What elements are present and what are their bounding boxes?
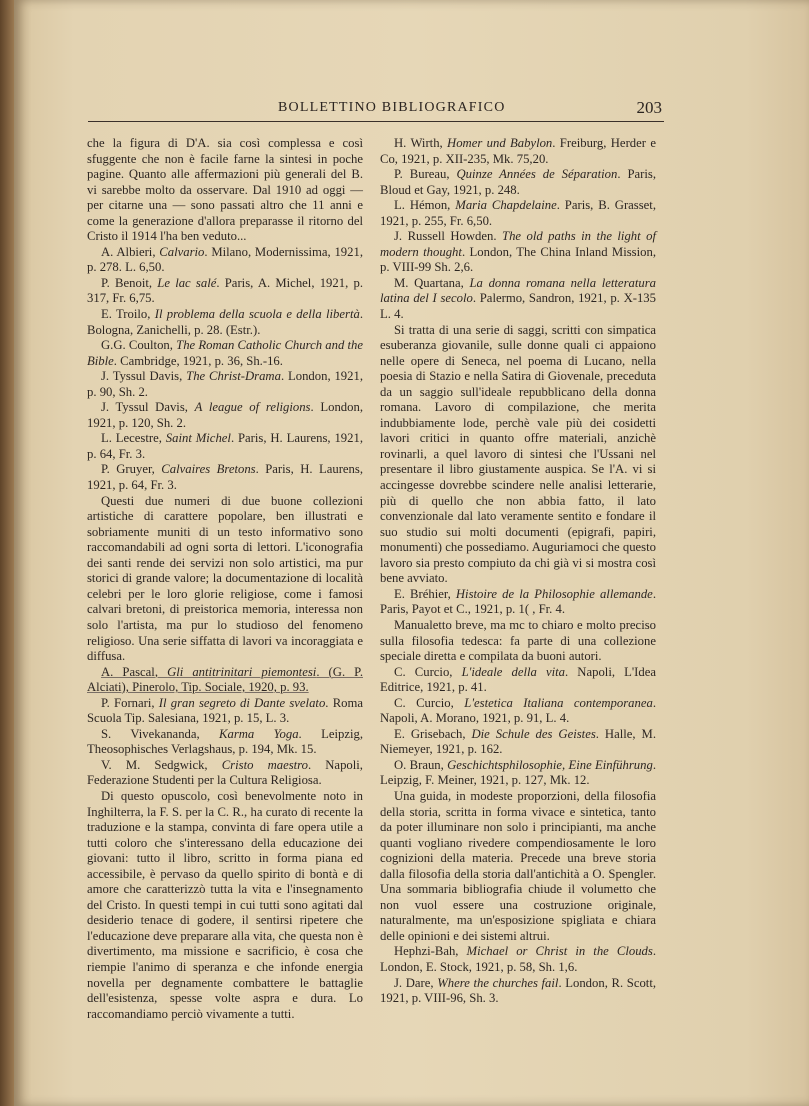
text-run: . Paris, Bloud et Gay, 1921, p. 248. xyxy=(380,167,656,197)
bibliographic-entry xyxy=(87,276,363,307)
text-run: C. Curcio, xyxy=(394,695,465,710)
work-title: L'estetica Italiana contemporanea xyxy=(464,695,653,710)
bibliographic-entry xyxy=(87,462,363,493)
bibliographic-entry xyxy=(87,338,363,369)
text-run: C. Curcio, xyxy=(394,664,462,679)
review-paragraph xyxy=(87,789,363,1022)
text-run: L. Lecestre, xyxy=(101,431,166,446)
bibliographic-entry xyxy=(380,727,656,758)
text-run: . Paris, B. Grasset, 1921, p. 255, Fr. 6,50. xyxy=(380,198,656,228)
text-run: H. Wirth, xyxy=(394,136,448,150)
text-run: . Paris, A. Michel, 1921, p. 317, Fr. 6,75. xyxy=(87,275,363,306)
bibliographic-entry xyxy=(380,665,656,696)
text-run: E. Bréhier, xyxy=(394,586,456,601)
bibliographic-entry xyxy=(87,758,363,789)
work-title: Cristo maestro xyxy=(221,757,308,772)
text-run: . Roma Scuola Tip. Salesiana, 1921, p. 15, L. 3. xyxy=(87,695,363,726)
text-run: . London, R. Scott, 1921, p. VIII-96, Sh. 3. xyxy=(380,975,657,1006)
text-run: . Leipzig, F. Meiner, 1921, p. 127, Mk. 12. xyxy=(380,757,656,788)
work-title: Calvario xyxy=(159,244,205,259)
work-title: Calvaires Bretons xyxy=(161,462,256,477)
text-run: P. Bureau, xyxy=(394,167,457,182)
work-title: The Roman Catholic Church and the Bible xyxy=(87,338,363,368)
work-title: Quinze Années de Séparation xyxy=(456,167,618,182)
text-run: P. Gruyer, xyxy=(101,462,162,477)
work-title: The Christ-Drama xyxy=(186,369,281,384)
page-header xyxy=(88,100,662,122)
bibliographic-entry xyxy=(380,136,656,167)
left-column xyxy=(87,136,363,1022)
text-run: Una guida, in modeste proporzioni, della filosofia della storia, scritta in forma vivace e sintetica, tanto da poter illuminare non solo i principianti, ma anche quanti vogliano rivedere compendiosamente le loro cognizioni della materia. Precede una breve storia dalla filosofia della storia dall'antichità a O. Spengler. Una sommaria bibliografia chiude il volumetto che non vuol essere una costruzione originale, naturalmente, ma un'esposizione spigliata e chiara delle opinioni e dei sistemi altrui. xyxy=(380,788,656,943)
bibliographic-entry xyxy=(380,198,656,229)
bibliographic-entry xyxy=(87,369,363,400)
text-run: S. Vivekananda, xyxy=(101,726,220,741)
text-run: P. Benoit, xyxy=(101,275,158,290)
bibliographic-entry xyxy=(87,245,363,276)
page-number: 203 xyxy=(636,98,662,117)
text-run: . Freiburg, Herder e Co, 1921, p. XII-235, Mk. 75,20. xyxy=(380,136,656,166)
text-run: J. Tyssul Davis, xyxy=(101,369,187,384)
work-title: Il problema della scuola e della libertà xyxy=(154,307,360,322)
text-run: . Paris, Payot et C., 1921, p. 1( , Fr. 4. xyxy=(380,586,656,617)
work-title: A league of religions xyxy=(194,400,311,415)
work-title: Saint Michel xyxy=(165,431,231,446)
text-run: O. Braun, xyxy=(394,757,448,772)
work-title: Geschichtsphilosophie, Eine Einführung xyxy=(447,757,653,772)
bibliographic-entry xyxy=(380,696,656,727)
text-run: . Napoli, A. Morano, 1921, p. 91, L. 4. xyxy=(380,695,657,726)
running-title: BOLLETTINO BIBLIOGRAFICO xyxy=(278,100,506,115)
text-run: . Bologna, Zanichelli, p. 28. (Estr.). xyxy=(87,307,363,337)
review-paragraph xyxy=(380,618,656,665)
bibliographic-entry xyxy=(87,431,363,462)
text-run: V. M. Sedgwick, xyxy=(101,757,222,772)
bibliographic-entry xyxy=(87,665,363,696)
work-title: Michael or Christ in the Clouds xyxy=(466,944,653,959)
right-column xyxy=(380,136,656,1007)
text-run: M. Quartana, xyxy=(394,275,470,290)
bibliographic-entry xyxy=(380,167,656,198)
bibliographic-entry xyxy=(380,976,656,1007)
bibliographic-entry xyxy=(380,276,656,323)
text-run: . Napoli, L'Idea Editrice, 1921, p. 41. xyxy=(380,664,657,695)
work-title: La donna romana nella letteratura latina del I secolo xyxy=(380,275,656,306)
text-run: E. Troilo, xyxy=(101,307,155,322)
review-paragraph xyxy=(87,136,363,245)
bibliographic-entry xyxy=(380,587,656,618)
text-run: . London, E. Stock, 1921, p. 58, Sh. 1,6. xyxy=(380,944,656,974)
text-run: . (G. P. Alciati), Pinerolo, Tip. Sociale, 1920, p. 93. xyxy=(87,664,363,695)
bibliographic-entry xyxy=(87,400,363,431)
work-title: The old paths in the light of modern thought xyxy=(380,229,656,259)
text-run: J. Russell Howden. xyxy=(394,229,503,244)
work-title: Where the churches fail xyxy=(437,975,559,990)
review-paragraph xyxy=(87,494,363,665)
text-run: . Cambridge, 1921, p. 36, Sh.-16. xyxy=(113,353,283,368)
text-run: . Halle, M. Niemeyer, 1921, p. 162. xyxy=(380,726,656,757)
text-run: . Palermo, Sandron, 1921, p. X-135 L. 4. xyxy=(380,291,656,322)
bibliographic-entry xyxy=(380,758,656,789)
text-run: Si tratta di una serie di saggi, scritti con simpatica esuberanza giovanile, sulle donne quali ci appaiono nelle opere di Seneca, nel poema di Lucano, nella poesia di Stazio e nella Satira di Giovenale, preceduta da un saggio sull'ideale repubblicano della donna romana. Lavoro di compilazione, che merita indubbiamente lode, perchè vale più dei cosidetti lavori critici in quanto offre materiali, anzichè rovinarli, a quel lavoro di sintesi che l'Ussani nel presentare il libro giustamente auspica. Se l'A. vi si accingesse dovrebbe scindere nelle analisi letterarie, più di quello che non abbia fatto, il lato convenzionale dal lato veramente sentito e fondare il suo studio sui molti documenti (epigrafi, papiri, monumenti) che possediamo. Auguriamoci che questo lavoro sia presto compiuto da chi già vi si mostra così bene avviato. xyxy=(380,322,656,586)
text-run: Manualetto breve, ma mc to chiaro e molto preciso sulla filosofia tedesca: fa parte di una collezione speciale diretta e compilata da buoni autori. xyxy=(380,617,656,664)
bibliographic-entry xyxy=(87,727,363,758)
text-run: . Milano, Modernissima, 1921, p. 278. L. 6,50. xyxy=(87,244,364,275)
text-run: . Paris, H. Laurens, 1921, p. 64, Fr. 3. xyxy=(87,462,364,493)
text-run: A. Albieri, xyxy=(101,244,160,259)
work-title: Karma Yoga xyxy=(219,726,299,741)
review-paragraph xyxy=(380,789,656,944)
text-run: Di questo opuscolo, così benevolmente noto in Inghilterra, la F. S. per la C. R., ha curato di recente la traduzione e la stampa, convinta di fare opera utile a tutti coloro che s'interessano della educazione dei giovani: tutto il libro, scritto in forma piana ed accessibile, è pervaso da quello spirito di bontà e di amore che caratterizzò tutta la vita e l'insegnamento del Cristo. In questi tempi in cui tutti sono agitati dal desiderio tenace di godere, il sentirsi ripetere che l'educazione deve preparare alla vita, che questa non è divertimento, ma missione e sacrificio, è cosa che riempie l'animo di speranza e che infonde energia novella per degnamente combattere le battaglie dell'esistenza, spesse volte aspra e dura. Lo raccomandiamo perciò vivamente a tutti. xyxy=(87,788,363,1021)
text-run: che la figura di D'A. sia così complessa e così sfuggente che non è facile farne la sintesi in poche pagine. Quanto alle affermazioni più generali del B. vi sarebbe molto da osservare. Dal 1910 ad oggi — per citarne una — sono passati altro che 11 anni e come la generazione d'allora preparasse il ritorno del Cristo il 1914 l'ha ben veduto... xyxy=(87,136,363,244)
text-run: . London, 1921, p. 90, Sh. 2. xyxy=(87,369,364,399)
text-run: . Paris, H. Laurens, 1921, p. 64, Fr. 3. xyxy=(87,431,364,461)
work-title: Il gran segreto di Dante svelato xyxy=(158,695,326,710)
text-run: . Napoli, Federazione Studenti per la Cultura Religiosa. xyxy=(87,757,363,788)
work-title: Le lac salé xyxy=(157,275,217,290)
work-title: Homer und Babylon xyxy=(447,136,553,150)
text-run: . Leipzig, Theosophisches Verlagshaus, p. 194, Mk. 15. xyxy=(87,726,363,757)
text-run: L. Hémon, xyxy=(394,198,456,213)
review-paragraph xyxy=(380,323,656,587)
work-title: Histoire de la Philosophie allemande xyxy=(455,586,653,601)
text-run: G.G. Coulton, xyxy=(101,338,177,353)
text-run: P. Fornari, xyxy=(101,695,159,710)
work-title: L'ideale della vita xyxy=(461,664,566,679)
text-run: E. Grisebach, xyxy=(394,726,472,741)
text-run: . London, 1921, p. 120, Sh. 2. xyxy=(87,400,363,430)
text-run: Hephzi-Bah, xyxy=(394,944,467,959)
text-run: J. Dare, xyxy=(394,975,438,990)
text-run: Questi due numeri di due buone collezioni artistiche di carattere popolare, ben illustrati e sobriamente muniti di un testo informativo sono raccomandabili ad ogni sorta di lettori. L'iconografia dei santi rende dei servizi non solo artistici, ma pur storici di grande valore; la documentazione di località celebri per le loro glorie religiose, come i famosi calvari bretoni, di preistorica memoria, interessa non solo l'artista, ma pur lo studioso del fenomeno religioso. Una serie siffatta di lavori va incoraggiata e diffusa. xyxy=(87,493,363,664)
text-run: A. Pascal, xyxy=(101,664,168,679)
header-rule xyxy=(88,121,664,122)
work-title: Die Schule des Geistes xyxy=(471,726,596,741)
text-run: . London, The China Inland Mission, p. VIII-99 Sh. 2,6. xyxy=(380,244,656,275)
text-run: J. Tyssul Davis, xyxy=(101,400,195,415)
bibliographic-entry xyxy=(380,229,656,276)
work-title: Gli antitrinitari piemontesi xyxy=(167,664,317,679)
book-gutter xyxy=(0,0,14,1106)
bibliographic-entry xyxy=(380,944,656,975)
bibliographic-entry xyxy=(87,696,363,727)
work-title: Maria Chapdelaine xyxy=(455,198,557,213)
bibliographic-entry xyxy=(87,307,363,338)
